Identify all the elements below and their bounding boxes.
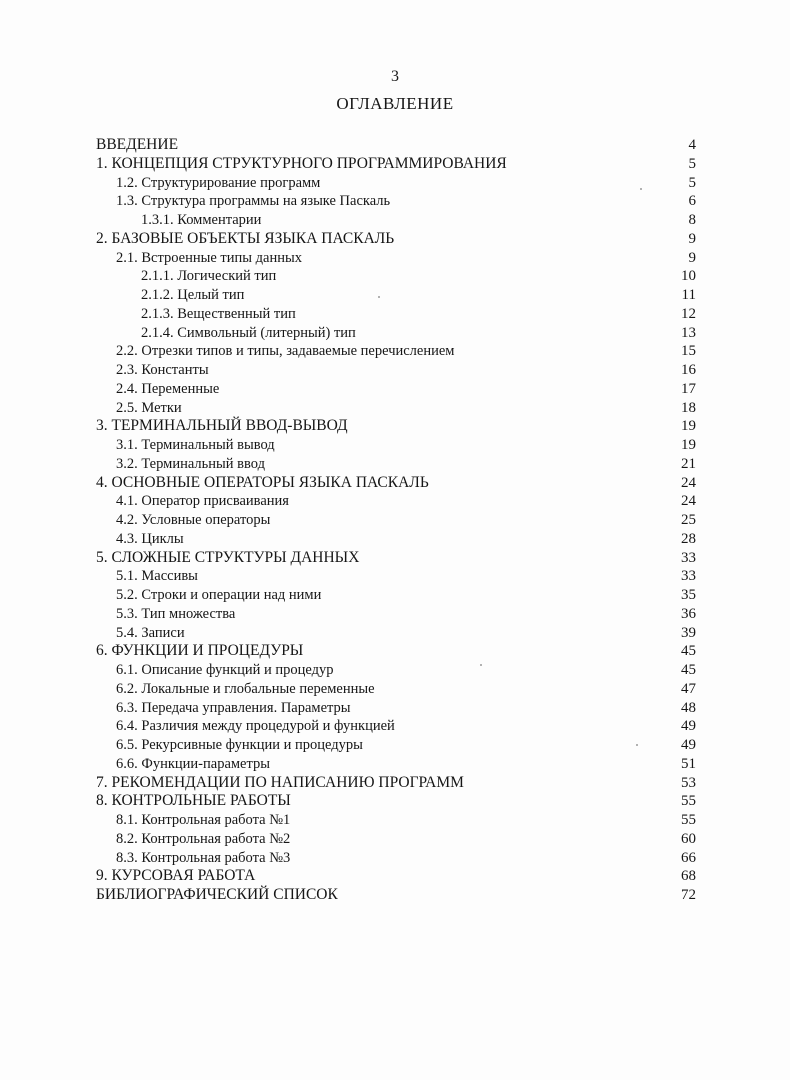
toc-entry-page: 6 bbox=[688, 193, 696, 210]
toc-entry bbox=[96, 230, 696, 249]
toc-entry-title: 5.1. Массивы bbox=[116, 568, 198, 585]
toc-entry bbox=[96, 530, 696, 549]
toc-entry-title: 5.4. Записи bbox=[116, 624, 185, 641]
toc-entry bbox=[96, 717, 696, 736]
toc-entry-page: 45 bbox=[681, 643, 696, 660]
toc-entry bbox=[96, 661, 696, 680]
toc-entry-title: 1.3.1. Комментарии bbox=[141, 212, 262, 228]
scan-speck bbox=[480, 664, 482, 666]
toc-entry-page: 60 bbox=[681, 830, 696, 847]
toc-entry-title: 2.5. Метки bbox=[116, 399, 182, 416]
toc-entry-title: 8. КОНТРОЛЬНЫЕ РАБОТЫ bbox=[96, 792, 291, 810]
toc-entry-title: 2.1.4. Символьный (литерный) тип bbox=[141, 324, 356, 341]
toc-entry bbox=[96, 867, 696, 886]
toc-entry-page: 55 bbox=[681, 812, 696, 828]
toc-entry bbox=[96, 399, 696, 418]
toc-entry-title: 4.1. Оператор присваивания bbox=[116, 493, 289, 510]
toc-entry-page: 25 bbox=[681, 512, 696, 528]
toc-entry-page: 49 bbox=[681, 737, 696, 753]
toc-entry-title: 2.2. Отрезки типов и типы, задаваемые перечислением bbox=[116, 343, 455, 360]
page-number: 3 bbox=[391, 68, 399, 85]
table-of-contents bbox=[96, 136, 696, 905]
toc-entry bbox=[96, 811, 696, 830]
toc-entry-title: 2.1.3. Вещественный тип bbox=[141, 305, 296, 322]
toc-entry bbox=[96, 567, 696, 586]
toc-entry-page: 48 bbox=[681, 699, 696, 716]
toc-entry-page: 35 bbox=[681, 587, 696, 603]
toc-entry-page: 15 bbox=[681, 343, 696, 360]
toc-entry-title: 6. ФУНКЦИИ И ПРОЦЕДУРЫ bbox=[96, 642, 304, 660]
toc-entry bbox=[96, 605, 696, 624]
toc-entry bbox=[96, 680, 696, 699]
toc-entry bbox=[96, 436, 696, 455]
toc-entry-page: 9 bbox=[688, 230, 696, 247]
toc-entry-title: 8.3. Контрольная работа №3 bbox=[116, 849, 291, 866]
toc-entry bbox=[96, 211, 696, 230]
toc-entry-title: 4. ОСНОВНЫЕ ОПЕРАТОРЫ ЯЗЫКА ПАСКАЛЬ bbox=[96, 473, 429, 491]
toc-entry-title: 3.1. Терминальный вывод bbox=[116, 437, 275, 453]
toc-entry bbox=[96, 249, 696, 268]
toc-entry-title: 6.5. Рекурсивные функции и процедуры bbox=[116, 737, 363, 753]
toc-entry-page: 49 bbox=[681, 718, 696, 735]
toc-entry bbox=[96, 492, 696, 511]
toc-entry-title: 1.2. Структурирование программ bbox=[116, 174, 321, 191]
toc-entry-page: 39 bbox=[681, 624, 696, 641]
toc-entry bbox=[96, 699, 696, 718]
toc-entry-title: 8.1. Контрольная работа №1 bbox=[116, 812, 291, 828]
toc-title: ОГЛАВЛЕНИЕ bbox=[336, 94, 454, 113]
toc-entry-title: 8.2. Контрольная работа №2 bbox=[116, 830, 291, 847]
toc-entry-title: 6.3. Передача управления. Параметры bbox=[116, 699, 351, 716]
toc-entry-title: 4.2. Условные операторы bbox=[116, 512, 271, 528]
toc-entry-page: 18 bbox=[681, 399, 696, 416]
toc-entry-page: 5 bbox=[688, 155, 696, 172]
toc-entry-title: 7. РЕКОМЕНДАЦИИ ПО НАПИСАНИЮ ПРОГРАММ bbox=[96, 773, 464, 791]
toc-entry bbox=[96, 549, 696, 568]
toc-entry bbox=[96, 642, 696, 661]
scan-speck bbox=[378, 296, 380, 298]
toc-entry bbox=[96, 192, 696, 211]
toc-entry bbox=[96, 792, 696, 811]
toc-entry-title: 2.3. Константы bbox=[116, 362, 209, 378]
toc-entry bbox=[96, 417, 696, 436]
toc-entry-title: 6.6. Функции-параметры bbox=[116, 755, 270, 772]
toc-entry-title: 2.1.1. Логический тип bbox=[141, 268, 277, 285]
toc-entry-page: 16 bbox=[681, 362, 696, 378]
toc-entry-title: 6.1. Описание функций и процедур bbox=[116, 662, 334, 678]
toc-entry-title: 5.2. Строки и операции над ними bbox=[116, 587, 322, 603]
toc-entry-title: 1. КОНЦЕПЦИЯ СТРУКТУРНОГО ПРОГРАММИРОВАНИЯ bbox=[96, 154, 507, 172]
toc-entry bbox=[96, 305, 696, 324]
toc-entry-page: 10 bbox=[681, 268, 696, 285]
toc-entry-title: 6.4. Различия между процедурой и функцией bbox=[116, 718, 395, 735]
toc-entry-page: 66 bbox=[681, 849, 696, 866]
toc-entry-page: 24 bbox=[681, 474, 696, 491]
toc-entry-page: 21 bbox=[681, 455, 696, 472]
toc-entry-page: 68 bbox=[681, 868, 696, 885]
toc-entry-title: 2. БАЗОВЫЕ ОБЪЕКТЫ ЯЗЫКА ПАСКАЛЬ bbox=[96, 229, 395, 247]
scan-speck bbox=[640, 188, 642, 190]
toc-entry-page: 33 bbox=[681, 568, 696, 585]
toc-entry-title: 5.3. Тип множества bbox=[116, 605, 236, 622]
toc-entry bbox=[96, 849, 696, 868]
toc-entry-page: 51 bbox=[681, 755, 696, 772]
toc-entry-page: 55 bbox=[681, 793, 696, 810]
toc-entry bbox=[96, 286, 696, 305]
toc-entry bbox=[96, 342, 696, 361]
toc-entry-page: 24 bbox=[681, 493, 696, 510]
toc-entry-page: 28 bbox=[681, 530, 696, 547]
toc-entry-page: 17 bbox=[681, 380, 696, 397]
toc-entry-title: 1.3. Структура программы на языке Паскаль bbox=[116, 193, 391, 210]
scan-speck bbox=[636, 744, 638, 746]
toc-entry-page: 33 bbox=[681, 549, 696, 566]
toc-entry bbox=[96, 174, 696, 193]
toc-entry-title: 2.4. Переменные bbox=[116, 380, 220, 397]
toc-entry bbox=[96, 136, 696, 155]
toc-entry-page: 53 bbox=[681, 774, 696, 791]
toc-entry bbox=[96, 361, 696, 380]
toc-entry-page: 12 bbox=[681, 305, 696, 322]
toc-entry bbox=[96, 155, 696, 174]
toc-entry bbox=[96, 586, 696, 605]
toc-entry-title: 2.1. Встроенные типы данных bbox=[116, 249, 302, 266]
toc-entry bbox=[96, 324, 696, 343]
toc-entry bbox=[96, 755, 696, 774]
toc-entry-page: 11 bbox=[681, 287, 696, 303]
toc-entry-page: 13 bbox=[681, 324, 696, 341]
toc-entry-title: 6.2. Локальные и глобальные переменные bbox=[116, 680, 375, 697]
toc-entry-page: 8 bbox=[688, 212, 696, 228]
toc-entry-title: 5. СЛОЖНЫЕ СТРУКТУРЫ ДАННЫХ bbox=[96, 548, 360, 566]
toc-entry-page: 19 bbox=[681, 418, 696, 435]
toc-entry-page: 45 bbox=[681, 662, 696, 678]
toc-entry bbox=[96, 886, 696, 905]
toc-entry bbox=[96, 455, 696, 474]
toc-entry-page: 9 bbox=[688, 249, 696, 266]
toc-entry bbox=[96, 511, 696, 530]
toc-entry bbox=[96, 380, 696, 399]
toc-entry-page: 4 bbox=[688, 137, 696, 153]
toc-entry-title: 3. ТЕРМИНАЛЬНЫЙ ВВОД-ВЫВОД bbox=[96, 417, 348, 435]
toc-entry-page: 47 bbox=[681, 680, 696, 697]
toc-entry-page: 72 bbox=[681, 887, 696, 903]
toc-entry bbox=[96, 774, 696, 793]
toc-entry-title: ВВЕДЕНИЕ bbox=[96, 136, 179, 153]
toc-entry-title: 9. КУРСОВАЯ РАБОТА bbox=[96, 867, 256, 885]
toc-entry-page: 5 bbox=[688, 174, 696, 191]
toc-entry-title: 3.2. Терминальный ввод bbox=[116, 455, 265, 472]
toc-entry-title: 4.3. Циклы bbox=[116, 530, 184, 547]
toc-entry-title: 2.1.2. Целый тип bbox=[141, 287, 245, 303]
toc-entry bbox=[96, 267, 696, 286]
toc-entry bbox=[96, 736, 696, 755]
toc-entry-page: 36 bbox=[681, 605, 696, 622]
toc-entry bbox=[96, 830, 696, 849]
toc-entry-title: БИБЛИОГРАФИЧЕСКИЙ СПИСОК bbox=[96, 886, 338, 903]
toc-entry bbox=[96, 624, 696, 643]
toc-entry-page: 19 bbox=[681, 437, 696, 453]
toc-entry bbox=[96, 474, 696, 493]
